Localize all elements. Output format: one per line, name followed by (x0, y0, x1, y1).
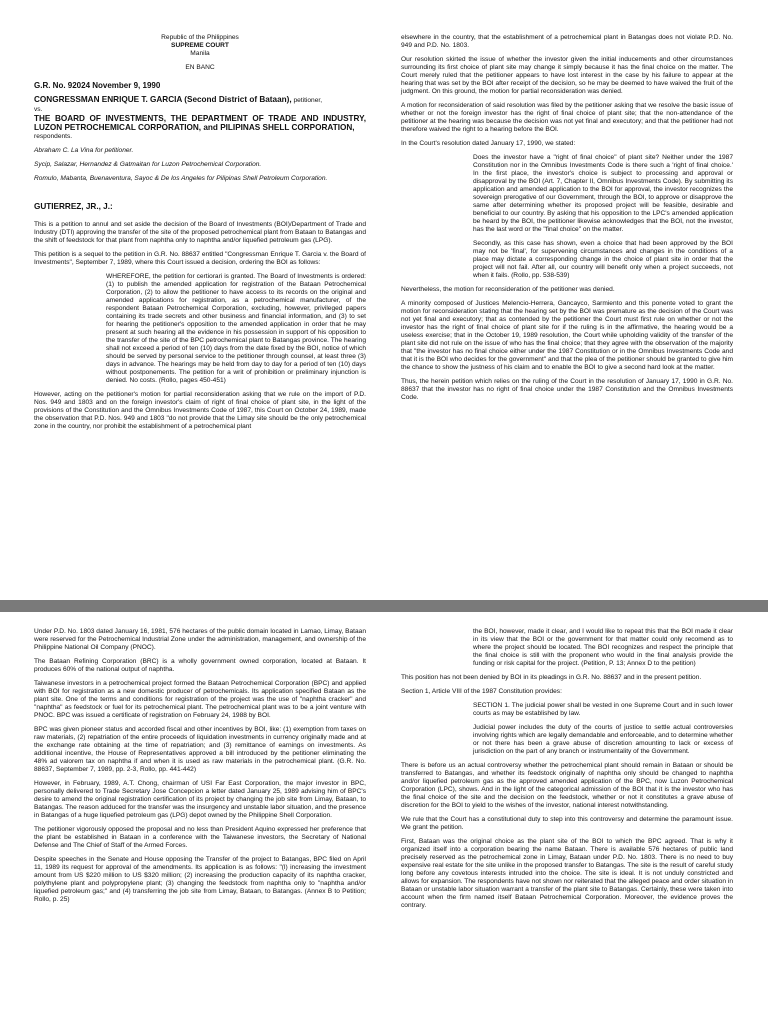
ponente-heading: GUTIERREZ, JR., J.: (34, 201, 113, 211)
body-paragraph: However, in February, 1989, A.T. Chong, chairman of USI Far East Corporation, the major investor in BPC, personally delivered to Trade Secretary Jose Concepcion a letter dated January 25, 1989 advising him of BPC's desire to amend the original registration certification of its project by changing the job site from Limay, Bataan, to Batangas. The reason adduced for the transfer was the insurgency and unstable labor situation, and the presence in Batangas of a huge liquefied petroleum gas (LPG) depot owned by the Philippine Shell Corporation. (34, 780, 366, 819)
body-paragraph: Nevertheless, the motion for reconsideration of the petitioner was denied. (401, 286, 615, 293)
block-quote: Does the investor have a "right of final choice" of plant site? Neither under the 1987 Constitution nor in the Omnibus Investments Code is there such a 'right of final choice.' In the first place, the investor's choice is subject to processing and approval or disapproval by the BOI (Art. 7, Chapter II, Omnibus Investments Code). By submitting its application and amended application to the BOI for approval, the investor recognizes the sovereign prerogative of our Government, through the BOI, to approve or disapprove the same after determining whether its proposed project will be feasible, desirable and beneficial to our country. By asking that his opposition to the LPC's amended application be heard by the BOI, the petitioner likewise acknowledges that the BOI, not the investor, has the last word or the "final choice" on the matter. (473, 154, 733, 233)
division-header: EN BANC (185, 64, 215, 71)
body-paragraph: We rule that the Court has a constitutional duty to step into this controversy and determine the paramount issue. We grant the petition. (401, 816, 733, 831)
versus-label: vs. (34, 105, 43, 113)
body-paragraph: This petition is a sequel to the petition in G.R. No. 88637 entitled "Congressman Enrique T. Garcia v. the Board of Investments", September 7, 1989, where this Court issued a decision, ordering the BOI as follows: (34, 250, 366, 266)
republic-header: Republic of the Philippines (161, 34, 239, 41)
counsel-line: Romulo, Mabanta, Buenaventura, Sayoc & De los Angeles for Pilipinas Shell Petroleum Corporation. (34, 174, 328, 182)
body-paragraph: However, acting on the petitioner's motion for partial reconsideration asking that we rule on the import of P.D. Nos. 949 and 1803 and on the foreign investor's claim of right of final choice of plant site, in the light of the provisions of the Constitution and the Omnibus Investments Code of 1987, this Court on October 24, 1989, made the observation that P.D. Nos. 949 and 1803 "do not provide that the Limay site should be the only petrochemical zone in the country, nor prohibit the establishment of a petrochemical plant (34, 390, 366, 430)
page2-right-column (401, 628, 733, 916)
block-quote: SECTION 1. The judicial power shall be vested in one Supreme Court and in such lower courts as may be established by law. (473, 702, 733, 717)
block-quote: WHEREFORE, the petition for certiorari is granted. The Board of Investments is ordered: (1) to publish the amended application for registration of the Bataan Petrochemical Corporation, (2) to allow the petitioner to have access to its records on the original and amended applications for registration, as a petrochemical manufacturer, of the respondent Bataan Petrochemical Corporation, excluding, however, privileged papers containing its trade secrets and other business and financial information, and (3) to set for hearing the petitioner's opposition to the amended application in order that he may present at such hearing all the evidence in his possession in support of his opposition to the transfer of the site of the BPC petrochemical plant to Batangas province. The hearing shall not exceed a period of ten (10) days from the date fixed by the BOI, notice of which should be served by personal service to the petitioner through counsel, at least three (3) days in advance. The hearings may be held from day to day for a period of ten (10) days without postponements. The petition for a writ of prohibition or preliminary injunction is denied. No costs. (Rollo, pages 450-451) (106, 272, 366, 384)
body-paragraph: In the Court's resolution dated January 17, 1990, we stated: (401, 140, 576, 147)
body-paragraph: This is a petition to annul and set aside the decision of the Board of Investments (BOI)/Department of Trade and Industry (DTI) approving the transfer of the site of the proposed petrochemical plant from Bataan to Batangas and the shift of feedstock for that plant from naphtha only to naphtha and/or liquefied petroleum gas (LPG). (34, 220, 366, 244)
block-quote: the BOI, however, made it clear, and I would like to repeat this that the BOI made it clear in its view that the BOI or the government for that matter could only recomend as to where the project should be located. The BOI recognizes and respect the principle that the final choice is still with the proponent who would in the final analysis provide the funding or risk capital for the project. (Petition, P. 13; Annex D to the petition) (473, 628, 733, 667)
petitioner-line (34, 95, 366, 106)
city-header: Manila (190, 50, 210, 57)
respondents-names: THE BOARD OF INVESTMENTS, THE DEPARTMENT OF TRADE AND INDUSTRY, LUZON PETROCHEMICAL CORPORATION, and PILIPINAS SHELL CORPORATION, (34, 113, 366, 133)
page1-left-column (34, 34, 366, 437)
case-number: G.R. No. 92024 November 9, 1990 (34, 81, 161, 90)
body-paragraph: Despite speeches in the Senate and House opposing the Transfer of the project to Batangas, BPC filed on April 11, 1989 its request for approval of the amendments. Its application is as follows: "(l) increasing the investment amount from US $220 million to US $320 million; (2) increasing the production capacity of its naphtha cracker, polythylene plant and polypropylene plant; (3) changing the feedstock from naphtha only to "naphtha and/or liquefied petroleum gas;" and (4) transferring the job site from Limay, Bataan, to Batangas. (Annex B to Petition; Rollo, p. 25) (34, 856, 366, 903)
body-paragraph: Section 1, Article VIII of the 1987 Constitution provides: (401, 688, 562, 695)
page1-right-column (401, 34, 733, 408)
body-paragraph: BPC was given pioneer status and accorded fiscal and other incentives by BOI, like: (1) exemption from taxes on raw materials, (2) repatriation of the entire proceeds of liquidation investments in currency originally made and at the exchange rate obtaining at the time of repatriation; and (3) remittance of earnings on investments. As additional incentive, the House of Representatives approved a bill introduced by the petitioner eliminating the 48% ad valorem tax on naphtha if and when it is used as raw materials in the petrochemical plant. (G.R. No. 88637, September 7, 1989, pp. 2-3, Rollo, pp. 441-442) (34, 726, 366, 773)
court-header: SUPREME COURT (171, 42, 229, 49)
body-paragraph: The Bataan Refining Corporation (BRC) is a wholly government owned corporation, located at Bataan. It produces 60% of the national output of naphtha. (34, 658, 366, 673)
body-paragraph: There is before us an actual controversy whether the petrochemical plant should remain in Bataan or should be transferred to Batangas, and whether its feedstock originally of naphtha only should be changed to naphtha and/or liquefied petroleum gas as the approved amended application of the BPC, now Luzon Petrochemical Corporation (LPC), shows. And in the light of the categorical admission of the BOI that it is the investor who has the final choice of the site and the decision on the feedstock, whether or not it constitutes a grave abuse of discretion for the BOI to yield to the wishes of the investor, national interest notwithstanding. (401, 762, 733, 809)
body-paragraph: A motion for reconsideration of said resolution was filed by the petitioner asking that we resolve the basic issue of whether or not the foreign investor has the right of final choice of plant site; that the non-attendance of the petitioner at the hearing was because the decision was not yet final and executory; and that the petitioner had not therefore waived the right to a hearing before the BOI. (401, 102, 733, 133)
body-paragraph: Taiwanese investors in a petrochemical project formed the Bataan Petrochemical Corporation (BPC) and applied with BOI for registration as a new domestic producer of petrochemicals. Its application specified Bataan as the plant site. One of the terms and conditions for registration of the project was the use of "naphtha cracker" and "naphtha" as feedstock or fuel for its petrochemical plant. The petrochemical plant was to be a joint venture with PNOC. BPC was issued a certificate of registration on February 24, 1988 by BOI. (34, 680, 366, 719)
petitioner-role: petitioner, (291, 97, 323, 104)
body-paragraph: First, Bataan was the original choice as the plant site of the BOI to which the BPC agreed. That is why it organized itself into a corporation bearing the name Bataan. There is available 576 hectares of public land precisely reserved as the petrochemical zone in Limay, Bataan under P.D. No. 1803. There is no need to buy expensive real estate for the site unlike in the proposed transfer to Batangas. The site is the result of careful study long before any covetous interests intruded into the choice. The site is ideal. It is not unduly constricted and allows for expansion. The respondents have not shown nor reiterated that the alleged peace and order situation in Bataan or unstable labor situation warrant a transfer of the plant site to Batangas. Certainly, these were taken into account when the firm named itself Bataan Petrochemical Corporation. Moreover, the evidence proves the contrary. (401, 838, 733, 909)
page2-left-column (34, 628, 366, 910)
body-paragraph: A minority composed of Justices Melencio-Herrera, Gancayco, Sarmiento and this ponente voted to grant the motion for reconsideration stating that the hearing set by the BOI was premature as the decision of the Court was not yet final and executory; that as contended by the petitioner the Court must first rule on whether or not the investor has the right of final choice of plant site for if the ruling is in the affirmative, the hearing would be a useless exercise; that in the October 19, 1989 resolution, the Court while upholding validity of the transfer of the plant site did not rule on the issue of who has the final choice; that they agree with the observation of the majority that "the investor has no final choice either under the 1987 Constitution or in the Omnibus Investments Code and that it is the BOI who decides for the government" and that the plea of the petitioner should be granted to give him the chance to show the justness of his claim and to enable the BOI to give a second hard look at the matter. (401, 300, 733, 371)
block-quote: Secondly, as this case has shown, even a choice that had been approved by the BOI may not be 'final', for supervening circumstances and changes in the conditions of a place may dictate a corresponding change in the choice of plant site in order that the project will not fail. After all, our country will benefit only when a project succeeds, not when it fails. (Rollo, pp. 538-539) (473, 240, 733, 279)
body-paragraph: The petitioner vigorously opposed the proposal and no less than President Aquino expressed her preference that the plant be established in Bataan in a conference with the Taiwanese investors, the Secretary of National Defense and The Chief of Staff of the Armed Forces. (34, 826, 366, 849)
petitioner-name: CONGRESSMAN ENRIQUE T. GARCIA (Second District of Bataan), (34, 95, 292, 104)
body-paragraph: Under P.D. No. 1803 dated January 16, 1981, 576 hectares of the public domain located in Lamao, Limay, Bataan were reserved for the Petrochemical Industrial Zone under the administration, management, and ownership of the Philippine National Oil Company (PNOC). (34, 628, 366, 651)
block-quote: Judicial power includes the duty of the courts of justice to settle actual controversies involving rights which are legally demandable and enforceable, and to determine whether or not there has been a grave abuse of discretion amounting to lack or excess of jurisdiction on the part of any branch or instrumentality of the Government. (473, 724, 733, 755)
document-page-2 (0, 612, 768, 1024)
respondents-role: respondents. (34, 132, 73, 140)
counsel-line: Abraham C. La Vina for petitioner. (34, 146, 134, 154)
counsel-line: Sycip, Salazar, Hernandez & Gatmaitan for Luzon Petrochemical Corporation. (34, 160, 262, 168)
body-paragraph: Our resolution skirted the issue of whether the investor given the initial inducements and other circumstances surrounding its first choice of plant site may change it simply because it has the final choice on the matter. The Court merely ruled that the petitioner appears to have lost interest in the case by his failure to appear at the hearing that was set by the BOI after receipt of the decision, so he may be deemed to have waived the fruit of the judgment. On this ground, the motion for partial reconsideration was denied. (401, 56, 733, 95)
body-paragraph: elsewhere in the country, that the establishment of a petrochemical plant in Batangas does not violate P.D. No. 949 and P.D. No. 1803. (401, 34, 733, 49)
body-paragraph: Thus, the herein petition which relies on the ruling of the Court in the resolution of January 17, 1990 in G.R. No. 88637 that the investor has no right of final choice under the 1987 Constitution and the Omnibus Investments Code. (401, 378, 733, 401)
body-paragraph: This position has not been denied by BOI in its pleadings in G.R. No. 88637 and in the present petition. (401, 674, 702, 681)
